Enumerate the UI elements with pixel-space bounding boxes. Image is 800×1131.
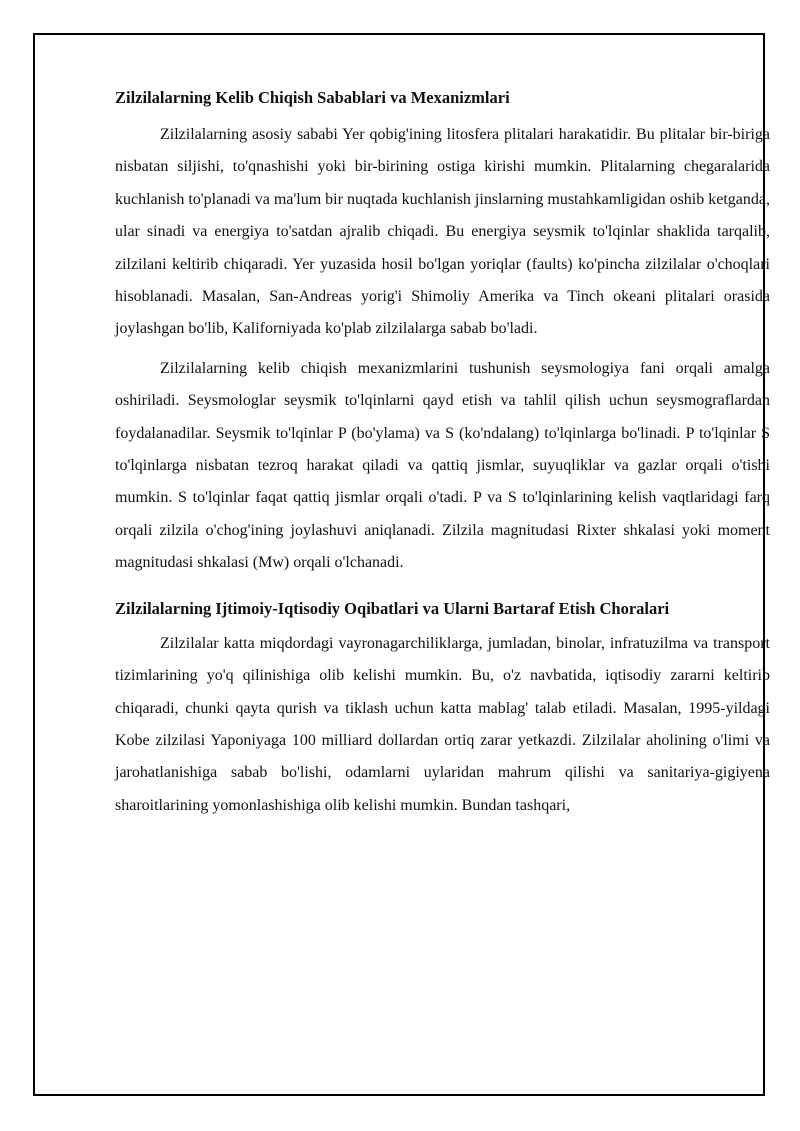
section-heading-causes: Zilzilalarning Kelib Chiqish Sabablari va Mexanizmlari (115, 88, 510, 107)
paragraph-causes-2: Zilzilalarning kelib chiqish mexanizmlarini tushunish seysmologiya fani orqali amalga oshiriladi. Seysmologlar seysmik to'lqinlarni qayd etish va tahlil qilish uchun seysmograflardan foydalanadilar. Seysmik to'lqinlar P (bo'ylama) va S (ko'ndalang) to'lqinlarga bo'linadi. P to'lqinlar S to'lqinlarga nisbatan tezroq harakat qiladi va qattiq jismlar, suyuqliklar va gazlar orqali o'tishi mumkin. S to'lqinlar faqat qattiq jismlar orqali o'tadi. P va S to'lqinlarining kelish vaqtlaridagi farq orqali zilzila o'chog'ining joylashuvi aniqlanadi. Zilzila magnitudasi Rixter shkalasi yoki moment magnitudasi shkalasi (Mw) orqali o'lchanadi. (115, 359, 770, 572)
section-heading-consequences: Zilzilalarning Ijtimoiy-Iqtisodiy Oqibatlari va Ularni Bartaraf Etish Choralari (115, 598, 670, 618)
paragraph-causes-1: Zilzilalarning asosiy sababi Yer qobig'ining litosfera plitalari harakatidir. Bu plitalar bir-biriga nisbatan siljishi, to'qnashishi yoki bir-birining ostiga kirishi mumkin. Plitalarning chegaralarida kuchlanish to'planadi va ma'lum bir nuqtada kuchlanish jinslarning mustahkamligidan oshib ketganda, ular sinadi va energiya to'satdan ajralib chiqadi. Bu energiya seysmik to'lqinlar shaklida tarqalib, zilzilani keltirib chiqaradi. Yer yuzasida hosil bo'lgan yoriqlar (faults) ko'pincha zilzilalar o'choqlari hisoblanadi. Masalan, San-Andreas yorig'i Shimoliy Amerika va Tinch okeani plitalari orasida joylashgan bo'lib, Kaliforniyada ko'plab zilzilalarga sabab bo'ladi. (115, 126, 770, 338)
document-body (115, 86, 770, 829)
paragraph-consequences-1: Zilzilalar katta miqdordagi vayronagarchiliklarga, jumladan, binolar, infratuzilma va transport tizimlarining yo'q qilinishiga olib kelishi mumkin. Bu, o'z navbatida, iqtisodiy zararni keltirib chiqaradi, chunki qayta qurish va tiklash uchun katta mablag' talab etiladi. Masalan, 1995-yildagi Kobe zilzilasi Yaponiyaga 100 milliard dollardan ortiq zarar yetkazdi. Zilzilalar aholining o'limi va jarohatlanishiga sabab bo'lishi, odamlarni uylaridan mahrum qilishi va sanitariya-gigiyena sharoitlarining yomonlashishiga olib kelishi mumkin. Bundan tashqari, (115, 634, 770, 814)
